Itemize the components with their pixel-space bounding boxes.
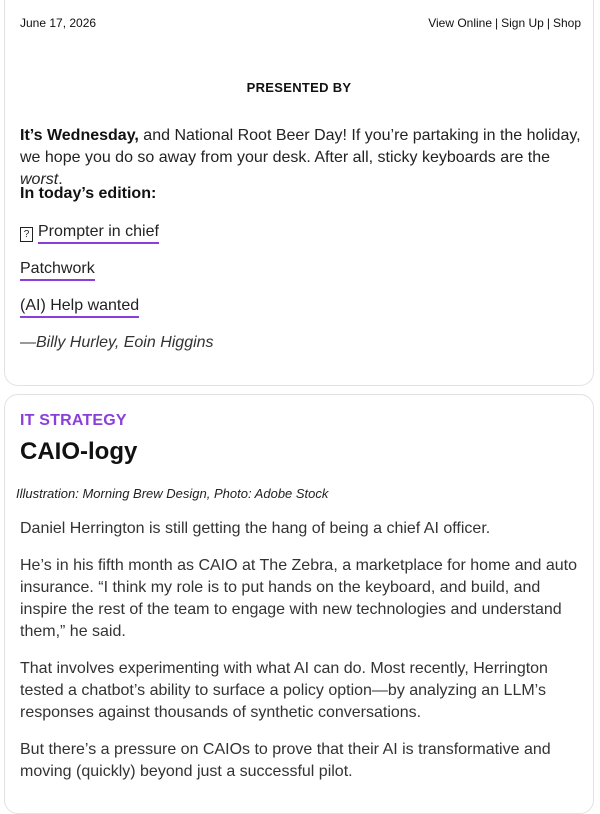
presented-by-label: PRESENTED BY — [246, 80, 352, 95]
toc-item-prompter-in-chief[interactable] — [20, 223, 159, 244]
top-bar — [20, 16, 581, 32]
byline: —Billy Hurley, Eoin Higgins — [20, 334, 214, 351]
link-separator: | — [495, 16, 499, 30]
toc-link-patchwork[interactable]: Patchwork — [20, 260, 95, 281]
toc-link-ai-help-wanted[interactable]: (AI) Help wanted — [20, 297, 139, 318]
article-paragraph: Daniel Herrington is still getting the hang of being a chief AI officer. — [20, 520, 491, 537]
toc-item-patchwork[interactable] — [20, 260, 95, 281]
missing-glyph-icon: ? — [20, 227, 33, 242]
intro-paragraph — [20, 125, 585, 191]
view-online-link[interactable]: View Online — [428, 16, 493, 30]
article-headline: CAIO-logy — [20, 438, 138, 465]
intro-lead: It’s Wednesday, — [20, 127, 139, 144]
link-separator: | — [546, 16, 550, 30]
article-paragraph: He’s in his fifth month as CAIO at The Zebra, a marketplace for home and auto insurance. “I think my role is to put hands on the keyboard, and build, and inspire the rest of the team to engage with new technologies and understand them,” he said. — [20, 557, 578, 640]
newsletter-header-card — [4, 0, 594, 386]
issue-date: June 17, 2026 — [20, 16, 97, 30]
section-label: IT STRATEGY — [20, 412, 127, 429]
intro-text: and National Root Beer Day! If you’re partaking in the holiday, we hope you do so away from your desk. After all, sticky keyboards are the — [20, 127, 581, 166]
shop-link[interactable]: Shop — [552, 16, 581, 30]
intro-emphasis: worst — [20, 171, 59, 188]
article-card — [4, 394, 594, 814]
header-links — [428, 16, 581, 30]
article-paragraph: That involves experimenting with what AI can do. Most recently, Herrington tested a chatbot’s ability to surface a policy option—by analyzing an LLM’s responses against thousands of synthetic conversations. — [20, 660, 548, 721]
edition-label: In today’s edition: — [20, 185, 157, 202]
intro-text-end: . — [58, 171, 63, 188]
article-paragraph: But there’s a pressure on CAIOs to prove that their AI is transformative and moving (quickly) beyond just a successful pilot. — [20, 741, 551, 780]
image-caption: Illustration: Morning Brew Design, Photo: Adobe Stock — [16, 486, 329, 501]
toc-item-ai-help-wanted[interactable] — [20, 297, 139, 318]
toc-link-prompter-in-chief[interactable]: Prompter in chief — [38, 223, 159, 244]
sign-up-link[interactable]: Sign Up — [501, 16, 544, 30]
